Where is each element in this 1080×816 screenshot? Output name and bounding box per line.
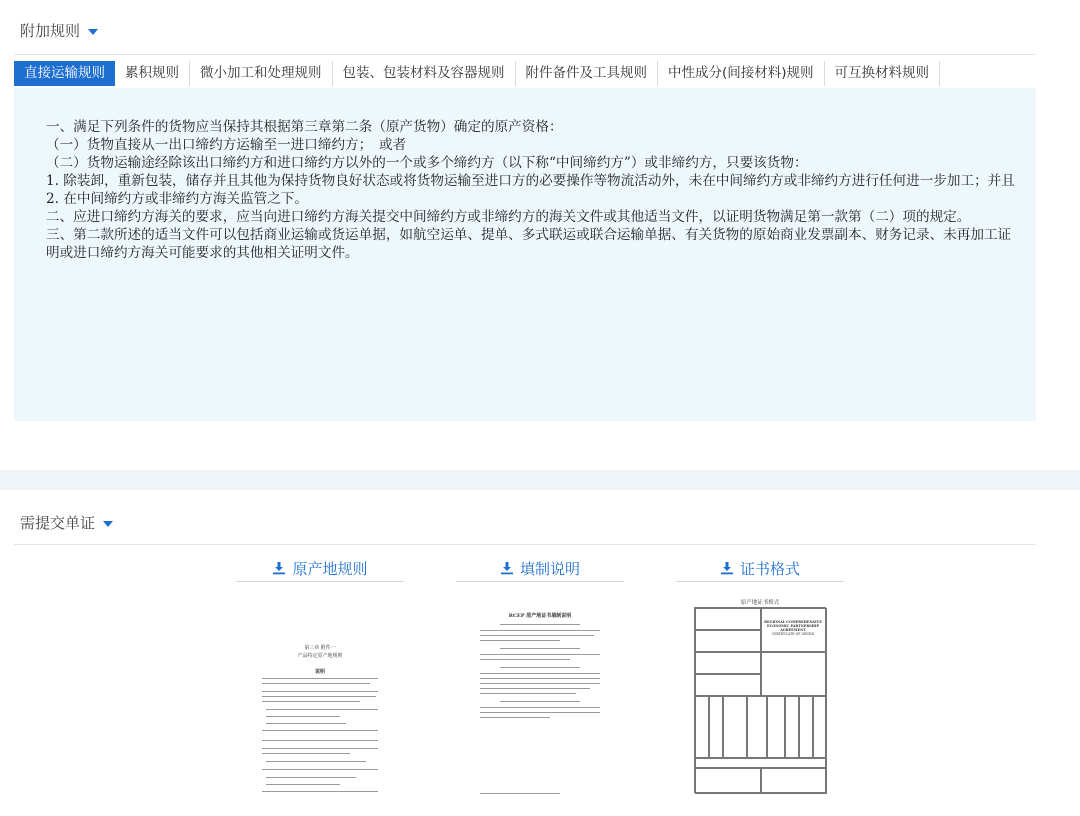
rule-paragraph: 二、应进口缔约方海关的要求，应当向进口缔约方海关提交中间缔约方或非缔约方的海关文件或其他适当文件，以证明货物满足第一款第（二）项的规定。 [46, 209, 971, 225]
document-thumbnail-certificate[interactable] [690, 596, 830, 796]
rule-paragraph: 1. 除装卸，重新包装，储存并且其他为保持货物良好状态或将货物运输至进口方的必要操作等物流活动外，未在中间缔约方或非缔约方进行任何进一步加工；并且 [46, 173, 1015, 189]
certificate-form [694, 607, 826, 793]
download-icon [720, 561, 734, 575]
tab-accessories[interactable]: 附件备件及工具规则 [516, 61, 659, 86]
rule-paragraph: （一）货物直接从一出口缔约方运输至一进口缔约方； 或者 [46, 137, 407, 153]
section-title: 附加规则 [20, 22, 81, 40]
thumb-title: 第三章 附件一 [304, 645, 336, 651]
documents-list [236, 556, 844, 796]
divider [676, 581, 844, 582]
section-title: 需提交单证 [20, 514, 96, 532]
rule-paragraph: （二）货物运输途经除该出口缔约方和进口缔约方以外的一个或多个缔约方（以下称“中间缔约方”）或非缔约方，只要该货物： [46, 155, 808, 171]
thumb-heading: 说明 [314, 669, 325, 675]
caret-down-icon[interactable] [88, 29, 98, 35]
tab-direct-transport[interactable]: 直接运输规则 [14, 61, 115, 86]
tab-fungible-materials[interactable]: 可互换材料规则 [825, 61, 941, 86]
document-thumbnail-rules[interactable] [250, 596, 390, 796]
tab-neutral-elements[interactable]: 中性成分(间接材料)规则 [658, 61, 825, 86]
section-header-required-documents[interactable] [20, 512, 113, 533]
download-filling-instructions-link[interactable] [500, 556, 580, 580]
download-certificate-format-link[interactable] [720, 556, 800, 580]
divider [14, 544, 1036, 545]
thumb-title: 原产地证书格式 [740, 600, 780, 606]
rule-paragraph: 三、第二款所述的适当文件可以包括商业运输或货运单据，如航空运单、提单、多式联运或联合运输单据、有关货物的原始商业发票副本、财务记录、未再加工证明或进口缔约方海关可能要求的其他相关证明文件。 [46, 227, 1012, 261]
download-rules-of-origin-link[interactable] [272, 556, 367, 580]
tab-packaging[interactable]: 包装、包装材料及容器规则 [333, 61, 516, 86]
document-item [236, 556, 404, 796]
thumb-title: RCEP 原产地证书填制说明 [508, 613, 572, 619]
document-thumbnail-instructions[interactable] [470, 596, 610, 796]
document-label: 原产地规则 [292, 559, 368, 578]
tab-cumulation[interactable]: 累积规则 [115, 61, 190, 86]
section-separator-band [0, 470, 1080, 490]
document-item [456, 556, 624, 796]
document-label: 填制说明 [519, 559, 580, 578]
thumb-subtitle: 产品特定原产地规则 [297, 653, 343, 659]
rule-paragraph: 一、满足下列条件的货物应当保持其根据第三章第二条（原产货物）确定的原产资格： [46, 119, 563, 135]
rules-tabs [14, 61, 940, 86]
rule-content-panel [14, 88, 1036, 421]
divider [14, 54, 1036, 55]
rule-paragraph: 2. 在中间缔约方或非缔约方海关监管之下。 [46, 191, 308, 207]
download-icon [272, 561, 286, 575]
document-item [676, 556, 844, 796]
divider [456, 581, 624, 582]
cert-title: REGIONAL COMPREHENSIVE ECONOMIC PARTNERSHIP AGREEMENT [764, 620, 822, 632]
caret-down-icon[interactable] [103, 521, 113, 527]
section-header-additional-rules[interactable] [20, 20, 98, 41]
cert-subtitle: CERTIFICATE OF ORIGIN [771, 632, 815, 636]
document-label: 证书格式 [739, 559, 800, 578]
divider [236, 581, 404, 582]
tab-minimal-operations[interactable]: 微小加工和处理规则 [190, 61, 333, 86]
download-icon [500, 561, 514, 575]
